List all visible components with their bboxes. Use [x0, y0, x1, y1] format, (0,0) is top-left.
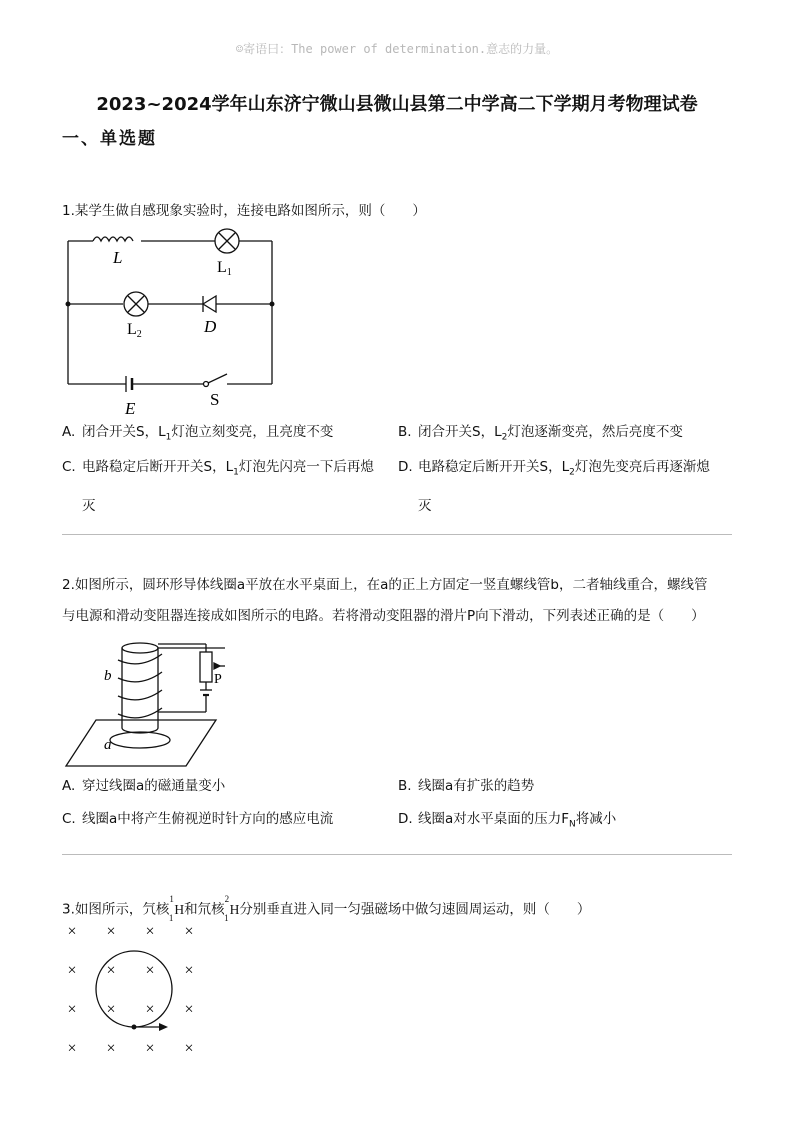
field-cross-mark: × [145, 962, 155, 979]
q1-option-c-wrap: 灭 [82, 498, 96, 514]
q1-option-a[interactable]: A. 闭合开关S，$L_1$灯泡立刻变亮，且亮度不变 [62, 424, 334, 443]
q2-solenoid-diagram [60, 640, 225, 775]
protium-nuclide: $^1_1$H [168, 894, 185, 924]
q1-option-d[interactable]: D. 电路稳定后断开开关S，$L_2$灯泡先变亮后再逐渐熄 [398, 459, 710, 478]
q2-option-d[interactable]: D. 线圈a对水平桌面的压力$F_N$将减小 [398, 811, 617, 830]
field-cross-mark: × [106, 923, 116, 940]
field-cross-mark: × [184, 923, 194, 940]
field-cross-mark: × [145, 1040, 155, 1057]
question-2-line-2: 与电源和滑动变阻器连接成如图所示的电路。若将滑动变阻器的滑片P向下滑动，下列表述正确的是（ ） [62, 608, 705, 624]
field-cross-mark: × [67, 962, 77, 979]
label-solenoid-b: b [104, 668, 112, 684]
field-cross-mark: × [184, 1001, 194, 1018]
q1-option-b[interactable]: B. 闭合开关S，$L_2$灯泡逐渐变亮，然后亮度不变 [398, 424, 683, 443]
q2-option-a[interactable]: A. 穿过线圈a的磁通量变小 [62, 778, 226, 794]
label-diode: D [204, 317, 217, 336]
field-cross-mark: × [145, 923, 155, 940]
page-title: 2023~2024学年山东济宁微山县微山县第二中学高二下学期月考物理试卷 [96, 94, 698, 115]
field-cross-mark: × [106, 962, 116, 979]
field-cross-mark: × [145, 1001, 155, 1018]
section-heading: 一、单选题 [62, 129, 157, 149]
field-cross-mark: × [106, 1001, 116, 1018]
question-1-stem: 1.某学生做自感现象实验时，连接电路如图所示，则（ ） [62, 203, 426, 219]
field-cross-mark: × [67, 923, 77, 940]
field-cross-mark: × [184, 962, 194, 979]
field-cross-mark: × [67, 1040, 77, 1057]
question-3-stem: 3.如图所示，氕核$^1_1$H和氘核$^2_1$H分别垂直进入同一匀强磁场中做匀速圆周运动，则（ ） [62, 893, 590, 926]
label-coil-a: a [104, 737, 112, 753]
motto: ☺寄语曰：The power of determination.意志的力量。 [235, 42, 559, 56]
question-2-line-1: 2.如图所示，圆环形导体线圈a平放在水平桌面上，在a的正上方固定一竖直螺线管b，二者轴线重合，螺线管 [62, 577, 708, 593]
label-switch: S [210, 390, 220, 409]
deuterium-nuclide: $^2_1$H [224, 894, 240, 924]
label-lamp-2: L2 [127, 321, 142, 340]
label-slider-p: P [214, 672, 222, 687]
q2-option-c[interactable]: C. 线圈a中将产生俯视逆时针方向的感应电流 [62, 811, 334, 827]
q1-option-d-wrap: 灭 [418, 498, 432, 514]
label-lamp-1: L1 [217, 259, 232, 278]
q3-magnetic-field-diagram [58, 918, 218, 1068]
q2-option-b[interactable]: B. 线圈a有扩张的趋势 [398, 778, 535, 794]
label-inductor: L [113, 248, 123, 267]
divider [62, 534, 732, 535]
label-battery: E [125, 399, 136, 418]
q1-circuit-diagram [60, 228, 285, 418]
divider [62, 854, 732, 855]
q1-option-c[interactable]: C. 电路稳定后断开开关S，$L_1$灯泡先闪亮一下后再熄 [62, 459, 374, 478]
field-cross-mark: × [67, 1001, 77, 1018]
field-cross-mark: × [106, 1040, 116, 1057]
field-cross-mark: × [184, 1040, 194, 1057]
